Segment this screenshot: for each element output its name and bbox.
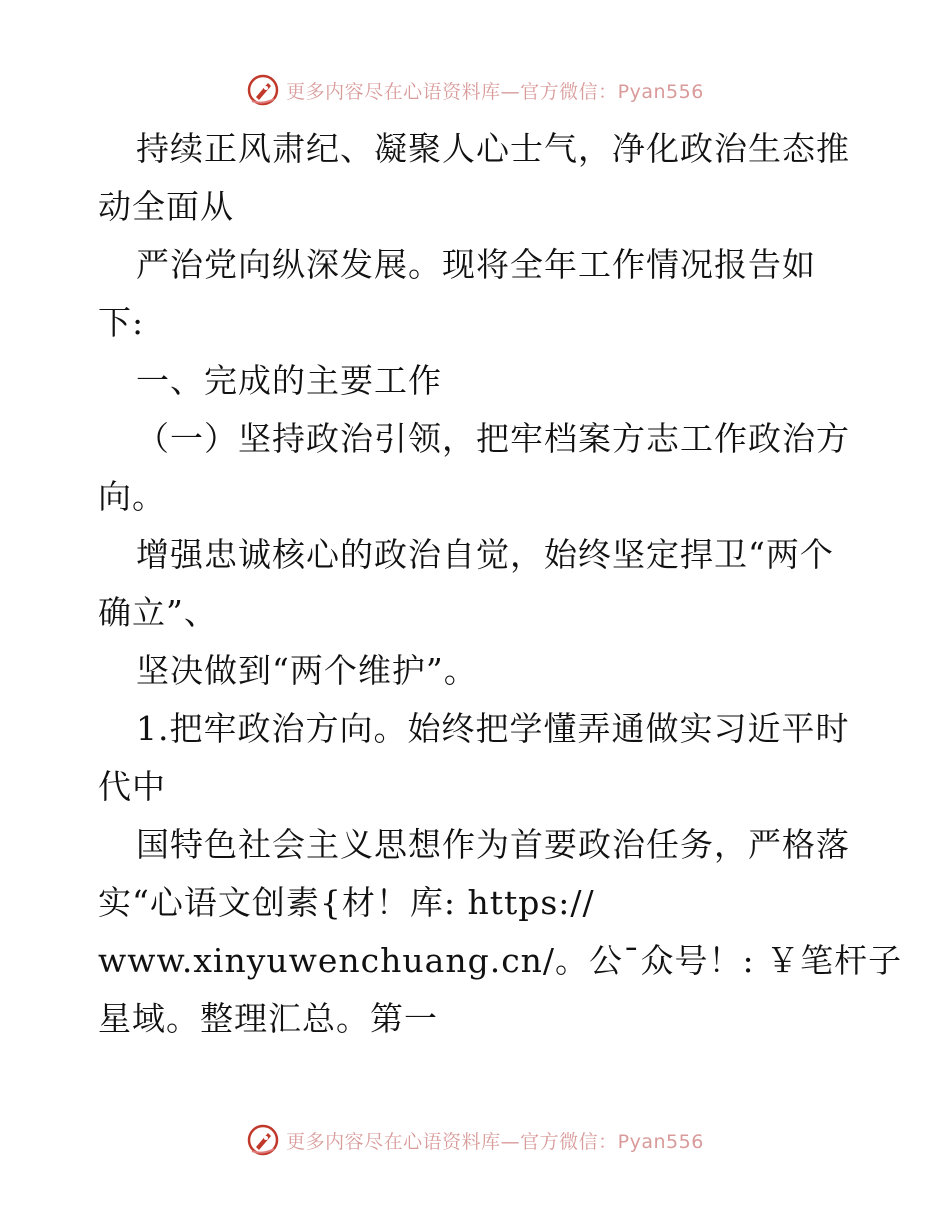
body-line: 坚决做到“两个维护”。 (136, 651, 478, 690)
body-line: 向。 (98, 477, 166, 516)
body-line: 1.把牢政治方向。始终把学懂弄通做实习近平时 (136, 709, 850, 748)
body-line: 下: (98, 303, 145, 342)
pen-nib-circle-icon (246, 73, 280, 107)
body-line: 星域。整理汇总。第一 (98, 999, 438, 1038)
body-line: 动全面从 (98, 187, 234, 226)
body-line: 实“心语文创素{材！库: https:// (98, 883, 595, 922)
watermark-text: 更多内容尽在心语资料库—官方微信：Pyan556 (286, 1130, 704, 1153)
footer-watermark (0, 1120, 950, 1160)
body-line: 增强忠诚核心的政治自觉，始终坚定捍卫“两个 (136, 535, 834, 574)
watermark-text: 更多内容尽在心语资料库—官方微信：Pyan556 (286, 80, 704, 103)
pen-nib-circle-icon (246, 1123, 280, 1157)
body-line: 确立”、 (98, 593, 218, 632)
section-heading: 一、完成的主要工作 (136, 361, 442, 400)
body-line: 国特色社会主义思想作为首要政治任务，严格落 (136, 825, 850, 864)
document-body (98, 120, 903, 1048)
header-watermark (0, 70, 950, 110)
body-line: 严治党向纵深发展。现将全年工作情况报告如 (136, 245, 816, 284)
subsection-heading: （一）坚持政治引领，把牢档案方志工作政治方 (136, 419, 850, 458)
body-line: 代中 (98, 767, 166, 806)
body-line: 持续正风肃纪、凝聚人心士气，净化政治生态推 (136, 129, 850, 168)
body-line: www.xinyuwenchuang.cn/。公¯众号！: ￥笔杆子 (98, 941, 903, 980)
